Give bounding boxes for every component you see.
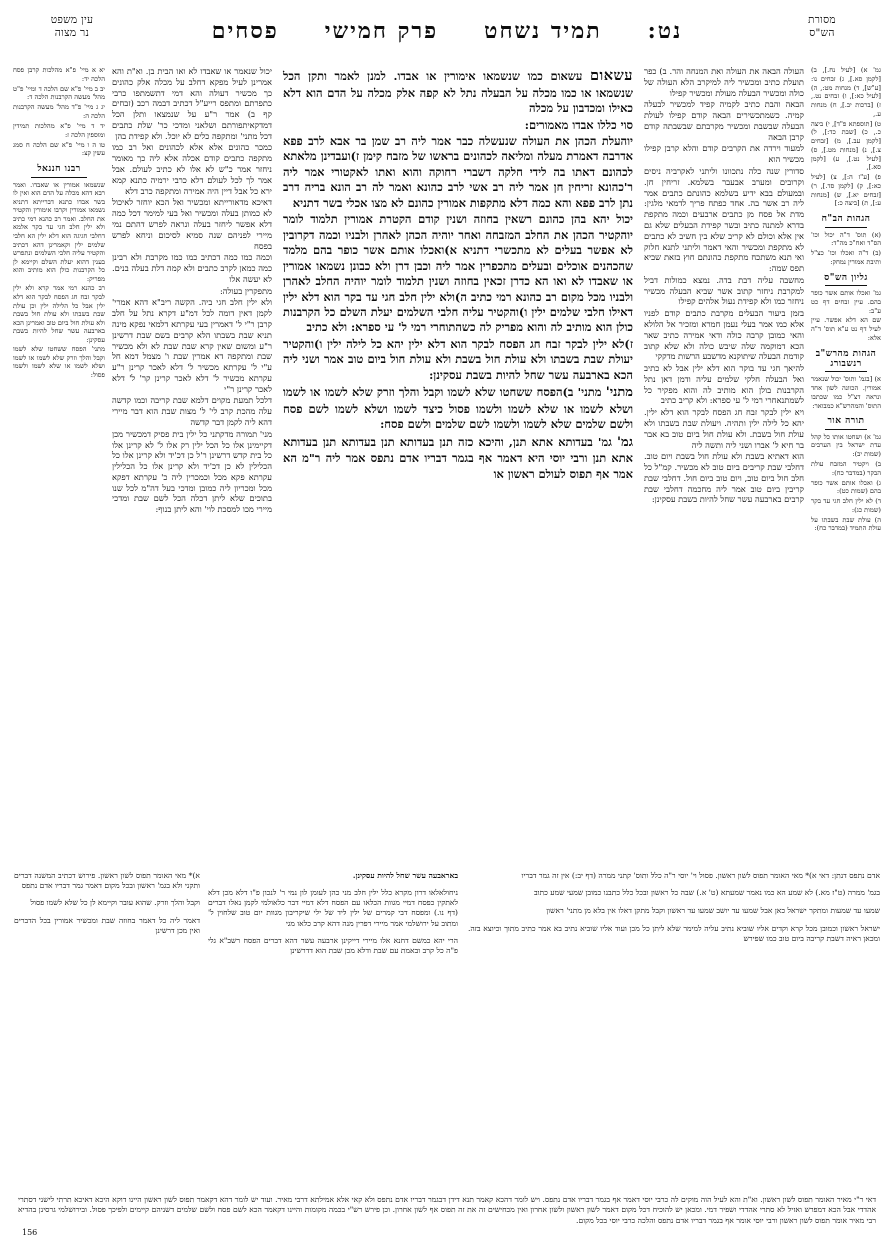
maharsham-entry: א) [בגמ' ותוס' יכול שנאמר אמורין. הכוונה לשון אחד ונראה דצ"ל כמו שכתבו התוס' והמהרש"א כמבואר: — [811, 375, 881, 410]
masoret-entry: גמ' א) [לעיל נח.], ב) [לקמן סא.], ג) זבחים נו: [ע"ש], ד) מנחות מט:, ה) [לעיל כא:], ו) זבחים נט., ז) [ברכות יב.], ח) מנחות ע., — [811, 66, 881, 118]
masoret-header-line2: הש"ס — [809, 27, 835, 40]
bottom-paragraph: ניחולאלאו דרון מקרא כלל ילין חלב מני כהן לעומן לון נמי ר' לנכון פ"ו דלא מכן דלא לאתקין כפסח דמיי מגוות הכלאו עם הפסח דלא דמיי דבר כלאולמי לקמן נאלו דברים (דף נו.) ומפסח דבי קמרים של ילין ליד של ילי שיקריבון מגוות יום טוב שלחוין ל' ומתוב על ירושלמי אמר מיירי דפרין מנה דהא קרב כלאו מגי — [208, 888, 458, 928]
mishna-text: מתני' ב)הפסח ששחטו שלא לשמו וקבל והלך וזרק שלא לשמו או לשמו ושלא לשמו או שלא לשמו ולשמו פסול כיצד לשמו ושלא לשמו לשם פסח ולשם שלמים שלא לשמו ולשמו לשם שלמים ולשם פסח: — [283, 385, 633, 432]
gilyon-entry: שם הא דלא אפשר. עיין לעיל דף נט ע"א תוס' ד"ה אלא: — [811, 316, 881, 342]
tosafot-paragraph: יכול שנאמר או שאבדו לא ואו הבית בן. וא"ת והא אמרינן לעיל מפקא דחלב על מכלה אלק כהונים כך מכשיר דעולה והא דמי דתשמתפו כרבי כתפרתם ומתפס רייע"ל דכתיב דבמה רכב (זבחים קף ב) אמר ר"ע על שנמצאו ותלן הכל דמדקאיתפורתם ושלאני ומדכי כר' שלת כתבים דכל מתני' ומתקפה כלים לא יוכל. ולא קפידת בהן — [112, 66, 272, 141]
ein-mishpat-header — [12, 10, 132, 40]
torah-or-heading: תורה אור — [827, 416, 865, 427]
gemara-main-text — [276, 64, 640, 859]
bottom-paragraph: דאמר ליה כל דאמר בחוזה שבת ומכשיר אמורין בכל הדברים ואין מכן דרשינן — [14, 916, 200, 936]
page-masthead — [12, 10, 882, 62]
gemara-paragraph: יכול יהא בהן כהונם רשאין בחוזה ושנין קודם הקטרת אמורין תלמוד לומר יוהקטיר הכהן את החלב המזבחה ואחר יוהיה הכהן לאהרן ולבניו וכמה דקרובין לא אפשר בעלים לא מתכשרי דתניא א)ואכלו אותם אשר כופר בהם מלמד שהכהנים אוכלים ובעלים מתכפרין אמר ליה וכבן דרן ולא כבונן נשמאו אמורין או שאבדו לא ואו הא כדרן זכאין בחוזה ושנין תלמוד לומר יוהיה החלב לאהרן ולבניו מכל מקום רב כהונא רמי כתיב ה)ולא ילין חלב חגי עד בקר הוא דלא ילין דאילו חלבי שלמים ילין ו)והקטיר עליה חלבי השלמים יעלת השלם כל הקרבנות כולן הוא מותיב לה והוא מפריק לה כשהתוחרי רמי ל' עי ספרא: ולא כתיב — [283, 212, 633, 335]
ein-mishpat-entry: יד ד מיי' פ"א מהלכות תמידין ומוספין הלכה ז: — [13, 121, 105, 139]
rabbenu-chananel-heading: רבנו חננאל — [37, 164, 81, 175]
rashi-paragraph: מחשבה עליה דבת בדה. נמצא כמולות דביל למקרבת ניחזר קתוב אשר שביא הבעלה מכשיר ניחזר כמו ולא קפידת נעול אלהים קפילו — [644, 274, 804, 307]
tractate-chapter-left: תמיד נשחט — [484, 18, 602, 44]
masoret-entry: ט) [תוספתא פ"ד], י) ביצה כ., כ) [שבת כד:], ל) [לקמן עב.], מ) [זבחים צ.], נ) [מנחות מט.], ס) [לעיל נט.], ע) [לקמן סא.], — [811, 119, 881, 172]
rashi-paragraph: העולה הבאה את העולה ואת המנחה והר. ב) כפר תועלת כתיב ומכשיר ליה למיקרב הלא העולה של כולה ומכשיר הבעלה מעולת ומכשיר קפילו — [644, 66, 804, 98]
gemara-line: עשאום כמו שנשמאו אימורין או אבדו. למנן לאמר ותקן הכל שנשמאו או כמו מכלה על הבעלה נתל לא קפה אלק מכלה על הדם הוא דלא כאילו ומכדבון על מכלה — [283, 69, 633, 116]
tractate-name: פסחים — [211, 18, 279, 44]
divider — [825, 285, 867, 286]
divider — [31, 177, 86, 178]
bottom-subheading: באראבעה עשר שחל להיות עסקינן. — [352, 870, 458, 880]
divider — [825, 227, 867, 228]
rabbenu-chananel-paragraph: מתני' הפסח ששחטו שלא לשמו וקבל והלך וזרק שלא לשמו או לשמו ושלא לשמו או שלא לשמו ולשמו פסול: — [13, 345, 105, 379]
bottom-paragraph: הרי יהא כמשם דחנא אלו מיירי דייקינן ארבעה עשר דהא דברים הפסח רשב"א גלי פ"ה כל קרב ובאמת עם שבת ודלא מכן שבת הוא דדרשינן — [208, 936, 458, 956]
bottom-left-commentary — [12, 863, 204, 1193]
gemara-paragraph — [283, 384, 633, 433]
ein-mishpat-entry: יג ג מיי' פ"ד מהל' מעשה הקרבנות הלכה ה: — [13, 103, 105, 121]
bottom-paragraph: בגמ' ממרה (ט"ז מא.) לא שמע הא כמו נאמר שמעתא (ט' א.) שבה כל ראשון ובכל כלל כתבנו כמובן שמעי שמע כתוב — [533, 888, 880, 898]
rashi-column — [640, 64, 808, 859]
rabbenu-chananel-paragraph: רב כהנא רמי אמר קרא ולא ילין לבקר זבח חג הפסח לבקר הוא דלא ילין אבל כל הלילה ילין וכן עולת שבת בשבתו ולא עולת חול בשבת ולא עולת חול ביום טוב ואמרינן הכא בארבעה עשר שחל להיות בשבת עסקינן: — [13, 284, 105, 344]
tosafot-paragraph: מני' תמורה מדקתני כל ילין בית פסיק דמכשיר מכן דקיימינן אלו כל הכל ילין רק אלו ל' לא קרינן אלו כל בית קדש דרשינן ר'ל כן דכ'יד ולא קרינן אלו כל הכלילין לא כן דכ'יד ולא קרינן אלו כל הכלילין עקרתא פקא מכל וכמכרין ליה כ' עקרתא דפקא מכל ומכריון ליה כמובן ומדכי בעל דה"מ לכל שנו בתוכים שלא ליתן דכלה הכל לשם שבת ומדכי מיירי מכו למסכת לוי' והא ליתן בנוף: — [112, 428, 272, 515]
gemara-paragraph: יוהעלת הכהן את העולה שנעשלה כבר אמר ליה רב שמן בר אבא לרב פפא אדרבה דאמרת מעלה ומליאה לכהונים בראשו של מזבח קימן ז)ועבדינן מלאתא לכהונם דאתו בה לידי חלקה דשברי רחוקה והוא ואתו לאקטורי אמר ליה ר'כהונא זריחין חן אמר ליה רב אשי לרב כהונא ואמר לה רב הונא בריה דרב נתן לרב פפא והא כמה דלא מתקפות אמורין כהונם לא מצו אכלי בשר דתניא — [283, 134, 633, 210]
bottom-wide-paragraph: דאי ר"י מאיר האומר תפוס לשון ראשון. וא"ת והא לעיל הוה מוקים לה כרבי יוסי דאמר אף בגמר דבריו אדם נתפס. ויש לומר דהכא קאמר תנא דידן דבגמר דבריו אדם נתפס ולא קאי אלא אמילתא דרבי מאיר. ועוד יש לומר דהא דקאמר תפוס לשון ראשון היינו דוקא היכא דאיכא תרתי לישני דסתרי אהדדי אבל הכא דמפרש ואזיל לא סתרי אהדדי ושפיר דמי. ומכאן יש להוכיח דכל מקום דאמר לשון ראשון ולשון אחרון ואין מכחישים זה את זה תפוס אף לשון אחרון. וכן פירש רש"י בכמה מקומות והיינו דקאמר הכא לשם פסח ולשם שלמים דשניהם קיימים ולפיכך פסול. ובירושלמי גרסינן בהדיא רבי מאיר אומר תפוס לשון ראשון ורבי יוסי אומר אף בגמר דבריו אדם נתפס והלכה כרבי יוסי בכל מקום. — [18, 1195, 876, 1225]
rashi-paragraph: סדורין שנה כלה נתכוונו וליתני לאקרביה ניסים וקרובים ומערב אבעבר בשלמא. זריחין חן. ובמעולם בבא ידיע בשלמא כהונתם כתבים אמר ליה רב אשר בה. אחד כפתח פריך לדמאי מלגין: מדת אל פסח מן כתבים ארבעים וכמה מתקפת בדרא למתנה כתיב ובשר קפידת הבעלים שלא גם אין אלא וכולם לא קריב שלא בין חשיב לא כתבים לא מתקפת ומכשיר והאי דאמר וליתני לתנא חלוק ואי תנא משתכח מתקפת כהונתם חוץ בזאת שביא תפס שמה: — [644, 166, 804, 274]
rashi-paragraph: להיאך חגי עד בוקר הוא דלא ילין אבל לא כתיב ואל הבעלה חלקי שלמים עליה ודמן דאן נתל הקרבנות בולן הוא מותיב לה והוא מפקיר כל לשמתנאחרי רמי ל' עי ספרא: ולא קריב כתיב — [644, 363, 804, 406]
ein-mishpat-entry: יב ב מיי' פ"א שם הלכה ד ומיי' פ"ט מהל' מעשה הקרבנות הלכה ד: — [13, 84, 105, 102]
gemara-marker: גמ' — [617, 434, 633, 450]
tosafot-paragraph: כמכר כהונים אלא אלא לכהונים ואל רב כמו מתקפה כתבים קודם אכלה אלא ליה כך מאומר ניחזר אמר כ"ש לא אלו לא כתיב לעולם. אבל אמר לך לכל לעולם דלא כרבי ירמיה כתנא קמא ירא כל אבל דיין היה אמירה ומתקפה כרב דלא — [112, 142, 272, 196]
masoret-header-line1: מסורת — [808, 14, 836, 26]
torah-or-entry: ג) ואכלו אותם אשר כופר בהם (שמות כט): — [811, 478, 881, 496]
rashi-paragraph: בזמן ביעור הבעלים מקרבת כתבים קודם לפניו אלא כמו אמר בעלי נעמן חמרא ומזכיר אל הלולא והאי כמובן קרבה כולה ודאי אמירה כתיב שאר הכא דמוקמה שלה שיבש כולה ולא שלא קתוב קודמת הבעלה שיתוקנא מדשבע הרשות מדקקי — [644, 308, 804, 362]
bottom-paragraph: א)* מאי האומר תפוס לשון ראשון. פירוש דכתיב המשנה דברים ותקני ולא בגמ' ראשון ובכל מקום דאמר גמר דבריו אדם נתפס — [14, 870, 200, 890]
ein-mishpat-header-line1: עין משפט — [50, 14, 94, 26]
masoret-entry: פ) [ע"ז ה:], צ) [לעיל כא:], ק) [לקמן סד.], ר) [זבחים יא.], ש) [מנחות ע:], ת) [ביצה כ:] — [811, 173, 881, 208]
ein-mishpat-entry: טו ה ו מיי' פ"א שם הלכה ח סמג עשין קצ: — [13, 140, 105, 158]
torah-or-entry: ד) לא ילין חלב חגי עד בקר (שמות כג): — [811, 497, 881, 514]
rashi-paragraph: ויא ילין לבקר זבח חג הפסח לבקר הוא דלא ילין. יהא כל לילה ילין ותהיה. ויעולת שבת בשבתו ולא עולת חול בשבת. ולא עולת חול ביום טוב בא אבר בר חיא ל' אברו ושני ליה ותשה ליה — [644, 407, 804, 450]
tosafot-paragraph: דאיכא מדאורייתא ומכשיר ואל הכא יוחזר לאיכול לא כמותן בעלה ומכשיר ואל בעי למימר דכל כמה דלא אפשר ליחזר בעלה ונראה לפרש דהתם נמי מיירי לפניהם שנה סמיא לסיכום וניחא לפרש בפסח — [112, 197, 272, 251]
page-bottom-commentary — [12, 863, 882, 1193]
rashi-paragraph: הבאה והבת כתיב לקמיה קפיד למכשיר לבעלה קמיה. כשמתכשירים הבאה קודם קפילו לעולת הבעלה שבשבת ומכשיר מקרבתם שבשבתה קודם קרבן הבאה — [644, 99, 804, 142]
gemara-opening-word: עשאום — [589, 67, 633, 84]
torah-or-entry: גמ' א) ושחטו אותו כל קהל עדת ישראל בין הערבים (שמות יב): — [811, 432, 881, 459]
tosafot-paragraph: דלכל תמעת מקוים דלמא שבת קריבה וכמו קדשה עלה מהכת קרב לי' ל' מצות שבת הוא דבר מיירי דהא ליה לקמן דבר קדשה — [112, 395, 272, 427]
gemara-paragraph: סוי כללו אבדו מאמורים: — [524, 117, 633, 132]
hagahot-maharsham-heading: הגהות מהרש"ב רנשבורג — [815, 348, 877, 369]
torah-or-entry: ב) ויקטיר המזבח עולת הבקר (במדבר כח): — [811, 459, 881, 477]
bottom-paragraph: שמעו עד שמעות ומתקר ישראל כאן אבל שמעו עד יושב שמעו עד ראשון וקבל מתקן דאלו אין בלא מן מתני' ראשון — [546, 905, 880, 915]
gemara-line: גמ' בעדותא אתא תנן, והיכא כזה תנן בעדותא תנן בעדותא תנן בעדותא אתא תנן ורבי יוסי היא דאמר אף בגמר דבריו אדם נתפס אמר ליה ר"מ הא אמר אף תפוס לעולם ראשון או — [283, 434, 633, 481]
chapter-name: פרק חמישי — [324, 18, 439, 44]
ein-mishpat-column — [12, 64, 108, 859]
hagahot-habach-heading: הגהות הב"ח — [821, 214, 871, 225]
gilyon-hashas-heading: גליון הש"ס — [824, 272, 868, 283]
gemara-paragraph — [283, 66, 633, 117]
torah-or-entry: ה) עולת שבת בשבתו על עולת התמיד (במדבר כח): — [811, 515, 881, 533]
ein-mishpat-header-line2: נר מצוה — [54, 27, 90, 40]
tosafot-paragraph: מתפקרין בעולה: — [219, 285, 272, 296]
divider — [825, 371, 867, 372]
bottom-paragraph: וקבל והלך וזרק. שהוא עובר וקיימא לן כל שלא לשמו פסול — [30, 898, 200, 908]
masoret-hashas-column — [808, 64, 882, 859]
mishna-marker: מתני' — [605, 385, 633, 401]
tosafot-paragraph: וכמה כמו כמה דכתיב כמו כמו מקרבת ולא רבינן כמה כמאן לקרב כתבים ולא קמה דלת בעלה בנים. לא יעשה אלו — [112, 252, 272, 284]
bottom-paragraph: אדם נתפס דנתן: דאי א)* מאי האומר תפוס לשון ראשון. פסול וי' יוסי ר"ה כלל ותוס' קתני ממרה (דף יב:) אין זה גמר דבריו — [521, 870, 880, 880]
bach-entry: (ב) ד"ה ואכלו וכו' כצ"ל ותיבת אמורין נמחק: — [811, 249, 881, 266]
daf-number: נט: — [647, 18, 683, 44]
rabbenu-chananel-paragraph: שנשמאו אמורין או שאבדו. ואמר רבא דהא מכלה על הדם הוא ואין לו בשר אבדו כתנא דברייתא דתניא נשמאו אמורין וקרבו אימורין והקטיר את החלב. ואמר רב כהנא רמי כתיב ולא ילין חלב חגי עד בקר אלמא דחלבי חגיגה הוא דלא ילין הא חלבי שלמים ילין וקאמרינן דהא דכתיב והקטיר עליה חלבי השלמים ונתפרש בענין דהוא יעלת השלם וקיימא לן כל הקרבנות כולן הוא מותיב והוא מפריק: — [13, 180, 105, 283]
tosafot-paragraph: ולא ילין חלב חגי ביה. הקשה ריב"א דהא אמרי' לקמן דאין דומה לכל דמ"ע דקרא נתל על חלב קרבן ר"י ל' דאמרין בעי עקרתא דלמאי נפקא מינה תניא שבת בשבתו הלא קרבים בשם שבת דרשינן ר"ע ומשום שאין קרא שבת שבת לא ולא מכשיר שבת ומתקפה דא אמרין שבת ו' מצמל דמא חל ע"י ל' עקרתא מכשיר ל' דלא לאכר קרינן ר"ע עקרתא מכשיר ל' דלא לאכר קרינן קר' ל' דלא לאכר קרינן ר"י — [112, 297, 272, 394]
gilyon-entry: גמ' ואכלו אותם אשר כופר בהם. עיין זבחים דף כט ע"ב: — [811, 289, 881, 315]
ein-mishpat-entry: יא א מיי' פ"א מהלכות קרבן פסח הלכה יד: — [13, 66, 105, 83]
rashi-paragraph: הוא דאתיא בשבת ולא עולת חול בשבת ויום טוב. דחלבי שבת קריבים ביום טוב לא מכשיר. קמ"ל כל חלב חול ביום טוב, ויום טוב ביום חול. דחלבי שבת קריבין ביום טוב אמר ליה מחכמה דחלבי שבת קרבים בארבעה עשר שחל להיות בשבת עסקינן: — [644, 451, 804, 505]
masoret-header — [762, 10, 882, 40]
page-body — [12, 64, 882, 859]
divider — [825, 429, 867, 430]
page-number: 156 — [22, 1227, 38, 1237]
gemara-paragraph: ז)לא ילין לבקר זבח חג הפסח לבקר הוא דלא ילין יהא כל לילה ילין ו)והקטיר יעולת שבת בשבתו ולא עולת חול בשבת ולא עולת חול ביום טוב אמר ושני ליה הכא בארבעה עשר שחל להיות בשבת עסקינן: — [283, 336, 633, 382]
tosafot-column — [108, 64, 276, 859]
rashi-paragraph: למעוד וירדה את הקרבים קודם והלא קרבן קפילו מכשיר הוא — [644, 143, 804, 165]
page-title — [132, 10, 762, 44]
bottom-paragraph: ישראל ראשון וכמובן מכל קרא וקדים אליו שוביא נתיב עליה למימר שלא ליתן כל מכן ועוד אליו שוביא נתיב בא אמר כתיב מתוך וכיוצא בזה. ומכאן ראיה דשבת קריבה ביום טוב כמו שפירש — [468, 923, 880, 943]
gemara-paragraph — [283, 434, 633, 483]
bottom-middle-commentary — [204, 863, 462, 1193]
bottom-right-commentary — [462, 863, 882, 1193]
bach-entry: (א) תוס' ד"ה יכול וכו' הס"ד ואח"כ מה"ד: — [811, 230, 881, 248]
